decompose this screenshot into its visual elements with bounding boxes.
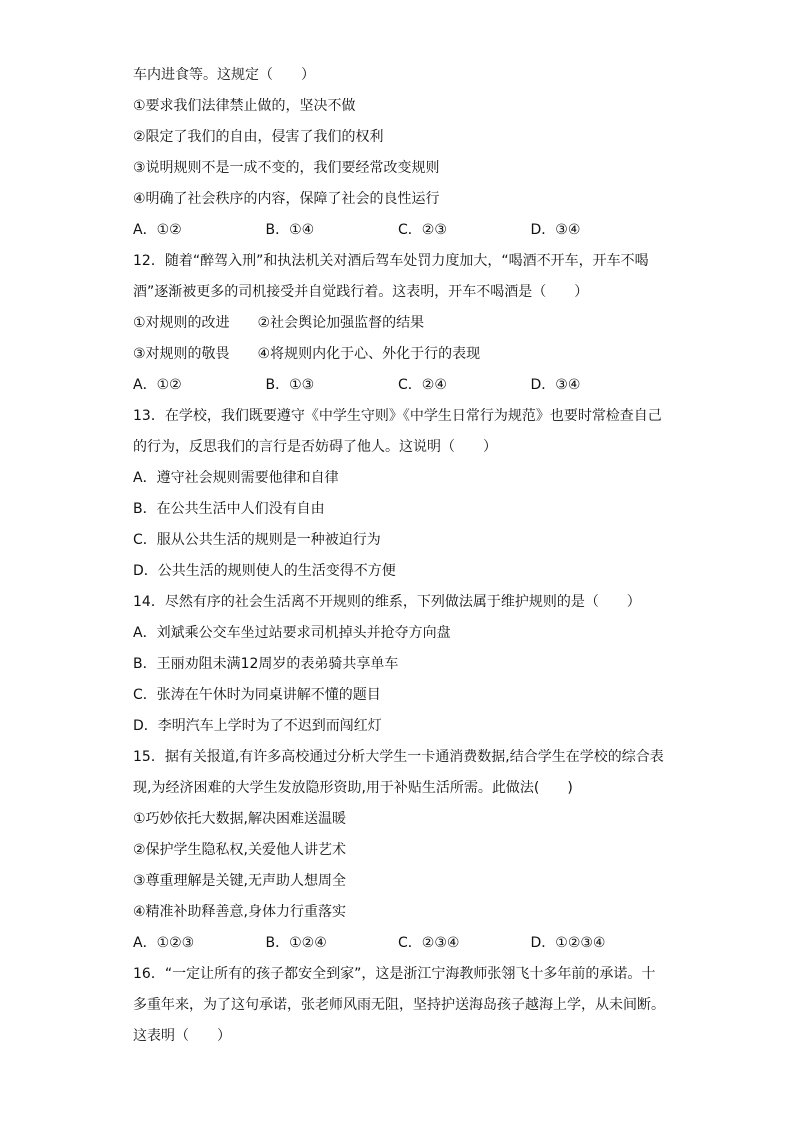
q16-stem-line-1: 16．“一定让所有的孩子都安全到家”，这是浙江宁海教师张翎飞十多年前的承诺。十 (133, 966, 656, 982)
q15-stem-line-1: 15．据有关报道,有许多高校通过分析大学生一卡通消费数据,结合学生在学校的综合表 (133, 749, 664, 765)
q12-choice-d: D．③④ (530, 377, 581, 393)
q12-choice-c: C．②④ (398, 377, 447, 393)
q12-stem-line-1: 12．随着“醉驾入刑”和执法机关对酒后驾车处罚力度加大，“喝酒不开车，开车不喝 (133, 253, 649, 269)
question-list (133, 62, 663, 1054)
q14-option-a: A．刘斌乘公交车坐过站要求司机掉头并抢夺方向盘 (133, 625, 451, 641)
q13-stem-line-2: 的行为，反思我们的言行是否妨碍了他人。这说明（ ） (133, 439, 497, 455)
q15-stem-line-2: 现,为经济困难的大学生发放隐形资助,用于补贴生活所需。此做法( ) (133, 780, 573, 796)
q11-stem-tail: 车内进食等。这规定（ ） (133, 67, 315, 83)
q11-option-1: ①要求我们法律禁止做的，坚决不做 (133, 98, 356, 114)
q15-choice-d: D．①②③④ (530, 935, 606, 951)
q15-choices (133, 930, 663, 961)
q14-option-b: B．王丽劝阻未满12周岁的表弟骑共享单车 (133, 656, 399, 672)
q15-option-1: ①巧妙依托大数据,解决困难送温暖 (133, 811, 347, 827)
q13-option-b: B．在公共生活中人们没有自由 (133, 501, 325, 517)
q12-choice-a: A．①② (133, 377, 182, 393)
q15-option-2: ②保护学生隐私权,关爱他人讲艺术 (133, 842, 347, 858)
q11-option-2: ②限定了我们的自由，侵害了我们的权利 (133, 129, 384, 145)
q12-options-line-1: ①对规则的改进 ②社会舆论加强监督的结果 (133, 315, 425, 331)
q11-choices (133, 217, 663, 248)
q12-choices (133, 372, 663, 403)
q13-option-a: A．遵守社会规则需要他律和自律 (133, 470, 339, 486)
q11-choice-b: B．①④ (265, 222, 315, 238)
q16-stem-line-2: 多重年来，为了这句承诺，张老师风雨无阻，坚持护送海岛孩子越海上学，从未间断。 (133, 997, 665, 1013)
q15-choice-b: B．①②④ (265, 935, 327, 951)
q13-stem-line-1: 13．在学校，我们既要遵守《中学生守则》《中学生日常行为规范》也要时常检查自己 (133, 408, 662, 424)
q14-stem: 14．尽然有序的社会生活离不开规则的维系，下列做法属于维护规则的是（ ） (133, 594, 641, 610)
q15-option-4: ④精准补助释善意,身体力行重落实 (133, 904, 347, 920)
q11-choice-a: A．①② (133, 222, 182, 238)
q12-stem-line-2: 酒”逐渐被更多的司机接受并自觉践行着。这表明，开车不喝酒是（ ） (133, 284, 589, 300)
q12-choice-b: B．①③ (265, 377, 315, 393)
q14-option-d: D．李明汽车上学时为了不迟到而闯红灯 (133, 718, 382, 734)
q11-choice-d: D．③④ (530, 222, 581, 238)
q15-option-3: ③尊重理解是关键,无声助人想周全 (133, 873, 347, 889)
q11-option-3: ③说明规则不是一成不变的，我们要经常改变规则 (133, 160, 440, 176)
q14-option-c: C．张涛在午休时为同桌讲解不懂的题目 (133, 687, 381, 703)
q16-stem-line-3: 这表明（ ） (133, 1028, 231, 1044)
q11-choice-c: C．②③ (398, 222, 447, 238)
q15-choice-c: C．②③④ (398, 935, 460, 951)
q13-option-c: C．服从公共生活的规则是一种被迫行为 (133, 532, 381, 548)
q12-options-line-2: ③对规则的敬畏 ④将规则内化于心、外化于行的表现 (133, 346, 481, 362)
q15-choice-a: A．①②③ (133, 935, 195, 951)
q11-option-4: ④明确了社会秩序的内容，保障了社会的良性运行 (133, 191, 440, 207)
q13-option-d: D．公共生活的规则使人的生活变得不方便 (133, 563, 396, 579)
